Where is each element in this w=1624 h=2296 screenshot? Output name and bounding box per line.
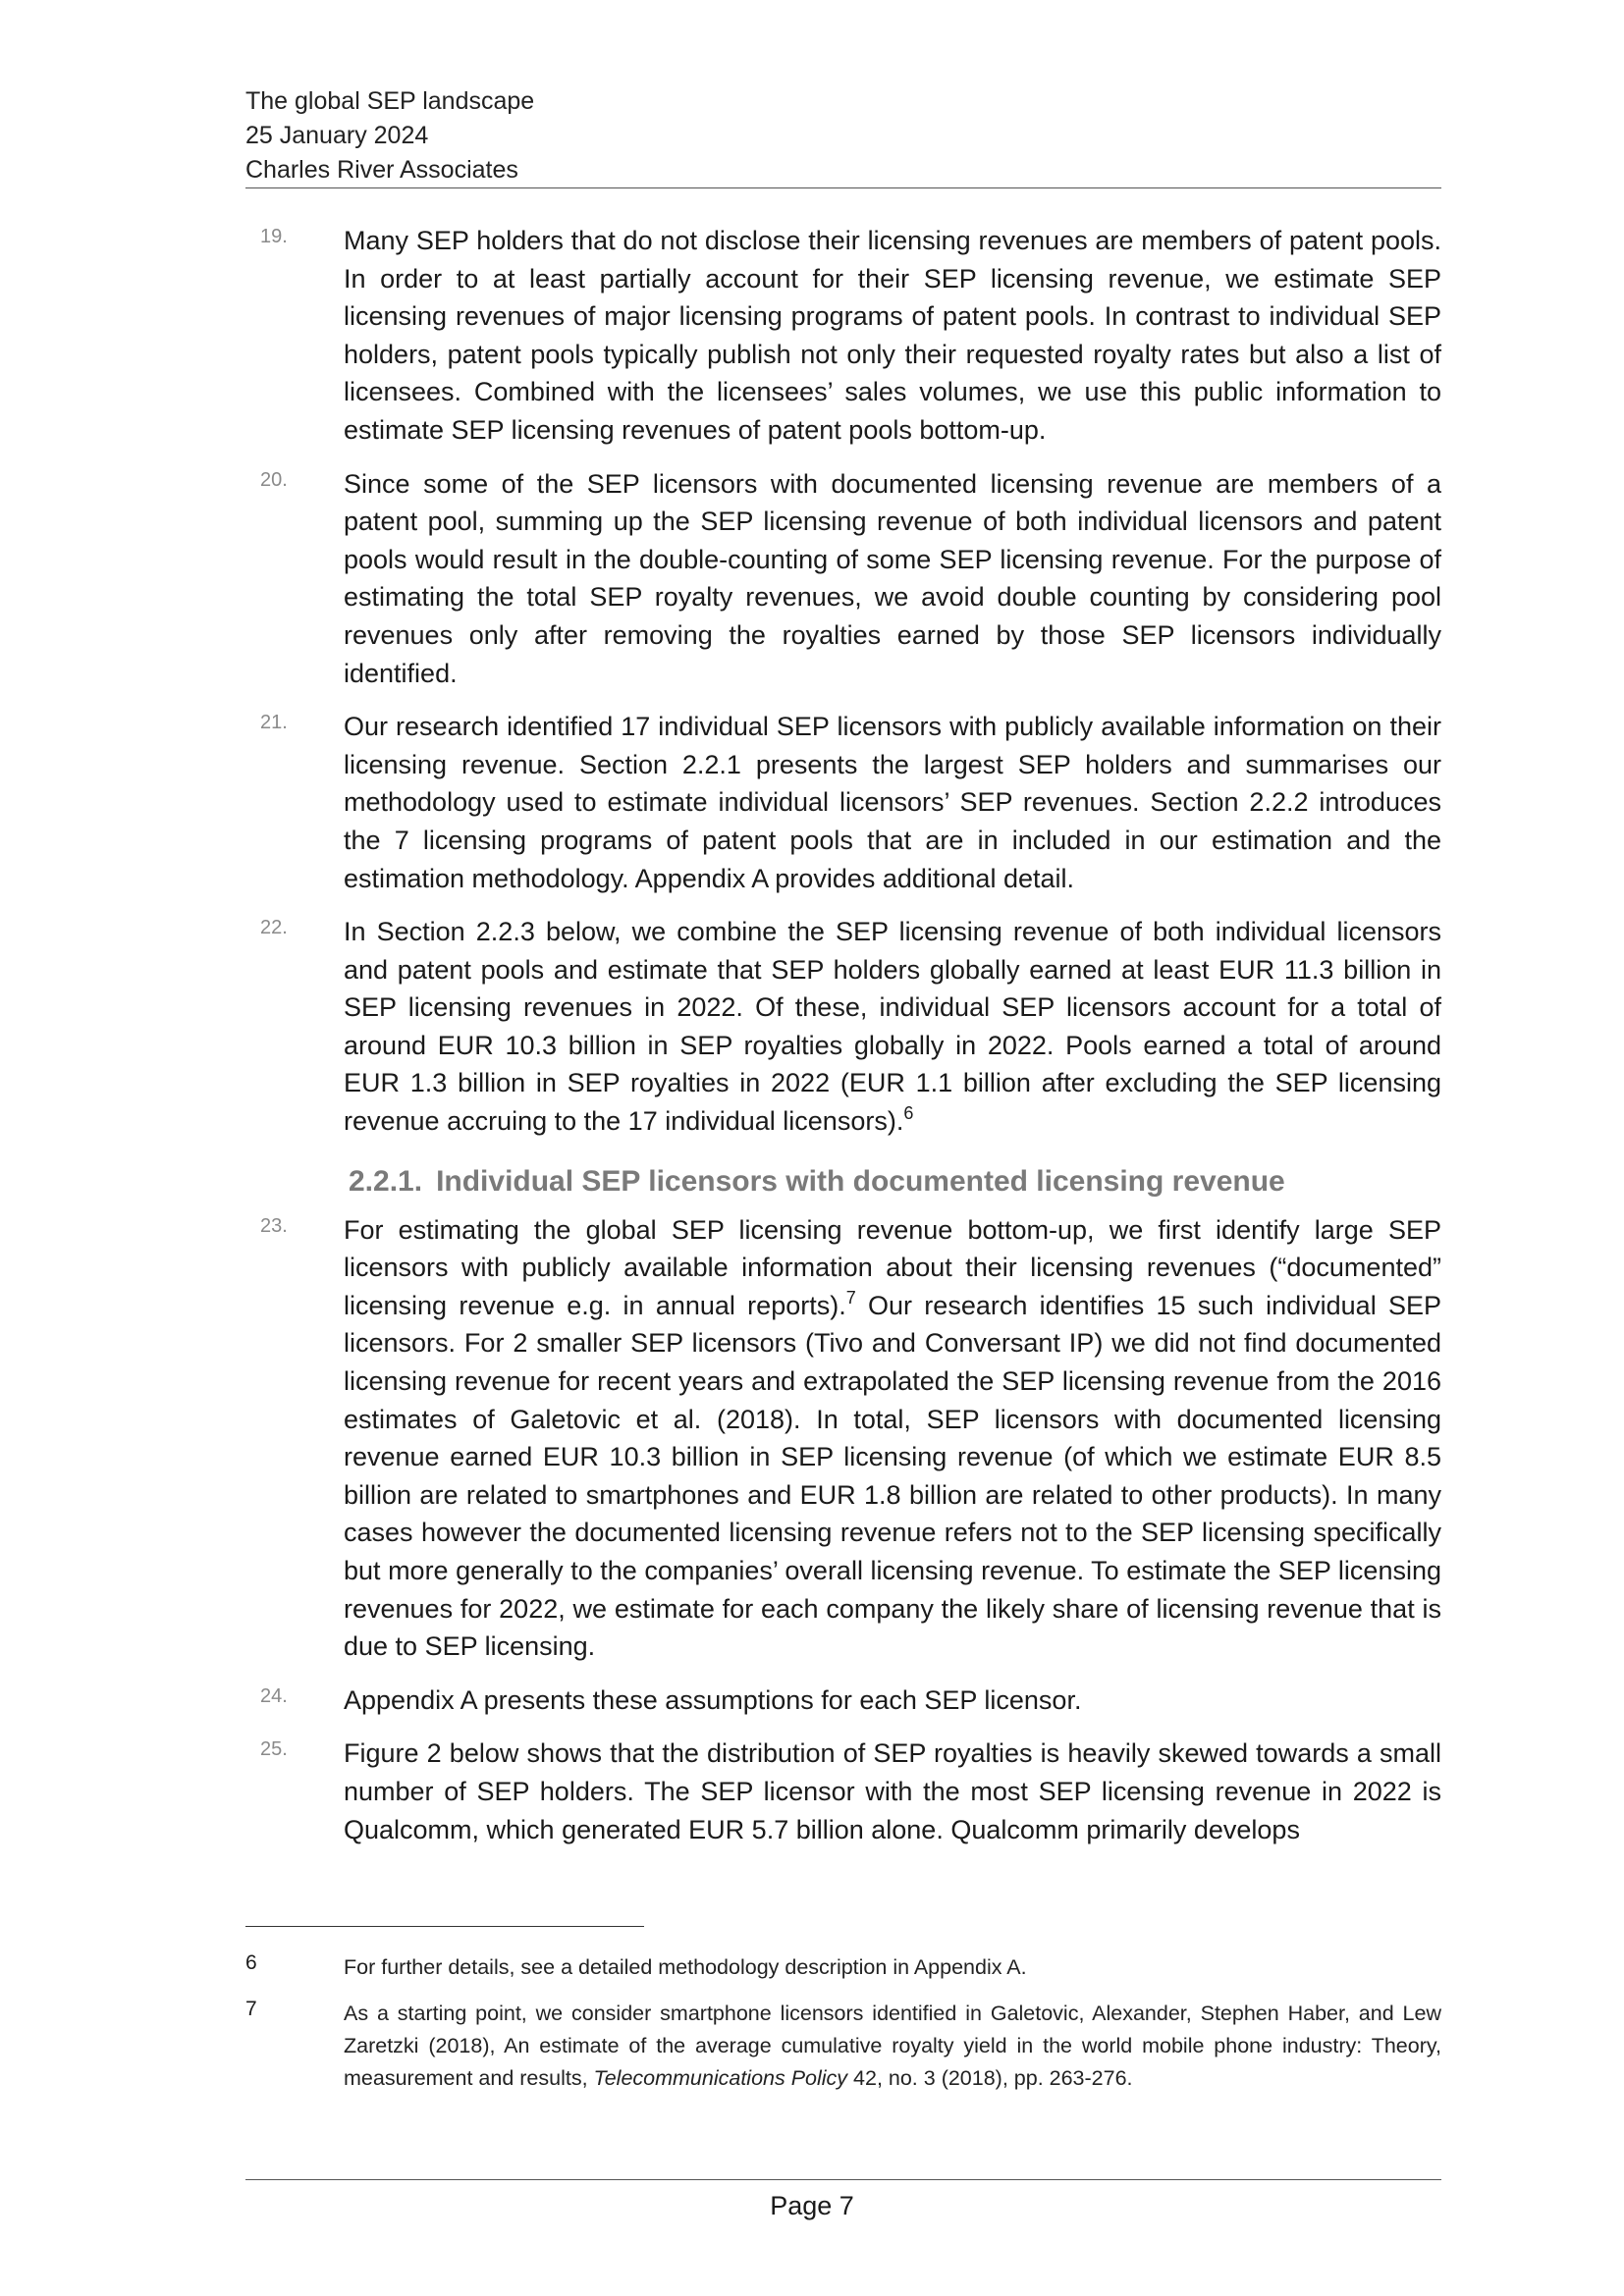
paragraph-number: 22. xyxy=(260,917,288,939)
paragraph-text-part-b: Our research identifies 15 such individual SEP licensors. For 2 smaller SEP licensors (Tivo and Conversant IP) we did not find documented licensing revenue for recent years and extrapolated the SEP licensing revenue from the 2016 estimates of Galetovic et al. (2018). In total, SEP licensors with documented licensing revenue earned EUR 10.3 billion in SEP licensing revenue (of which we estimate EUR 8.5 billion are related to smartphones and EUR 1.8 billion are related to other products). In many cases however the documented licensing revenue refers not to the SEP licensing specifically but more generally to the companies’ overall licensing revenue. To estimate the SEP licensing revenues for 2022, we estimate for each company the likely share of licensing revenue that is due to SEP licensing. xyxy=(344,1290,1442,1662)
journal-title: Telecommunications Policy xyxy=(593,2066,848,2090)
footer-divider xyxy=(245,2179,1441,2180)
footnote-reference-6[interactable]: 6 xyxy=(903,1103,914,1124)
footnote-text: For further details, see a detailed methodology description in Appendix A. xyxy=(344,1955,1027,1979)
header-divider xyxy=(245,187,1441,188)
header-date: 25 January 2024 xyxy=(245,122,429,149)
paragraph-24 xyxy=(245,1682,1441,1720)
paragraph-text xyxy=(344,913,1441,1141)
paragraph-number: 19. xyxy=(260,226,288,247)
paragraph-number: 23. xyxy=(260,1214,288,1237)
header-organization: Charles River Associates xyxy=(245,156,518,184)
paragraph-text: Appendix A presents these assumptions for each SEP licensor. xyxy=(344,1684,1082,1715)
paragraph-text: Since some of the SEP licensors with documented licensing revenue are members of a patent pool, summing up the SEP licensing revenue of both individual licensors and patent pools would result in the double-counting of some SEP licensing revenue. For the purpose of estimating the total SEP royalty revenues, we avoid double counting by considering pool revenues only after removing the royalties earned by those SEP licensors individually identified. xyxy=(344,468,1441,688)
paragraph-number: 24. xyxy=(260,1684,288,1707)
page-header xyxy=(245,84,1441,187)
document-body xyxy=(245,222,1441,1864)
paragraph-20 xyxy=(245,465,1441,693)
header-title: The global SEP landscape xyxy=(245,87,535,115)
paragraph-22 xyxy=(245,913,1441,1141)
footnote-7 xyxy=(245,1998,1441,2095)
paragraph-21 xyxy=(245,708,1441,897)
footnote-divider xyxy=(245,1926,644,1927)
footnote-text-part-b: 42, no. 3 (2018), pp. 263-276. xyxy=(847,2066,1133,2090)
section-heading xyxy=(245,1162,1441,1201)
paragraph-text: Figure 2 below shows that the distribution of SEP royalties is heavily skewed towards a small number of SEP holders. The SEP licensor with the most SEP licensing revenue in 2022 is Qualcomm, which generated EUR 5.7 billion alone. Qualcomm primarily develops xyxy=(344,1738,1441,1844)
section-number: 2.2.1. xyxy=(349,1164,423,1198)
paragraph-text xyxy=(344,1211,1441,1666)
paragraph-text-content: In Section 2.2.3 below, we combine the SEP licensing revenue of both individual licensors and patent pools and estimate that SEP holders globally earned at least EUR 11.3 billion in SEP licensing revenues in 2022. Of these, individual SEP licensors account for a total of around EUR 10.3 billion in SEP royalties globally in 2022. Pools earned a total of around EUR 1.3 billion in SEP royalties in 2022 (EUR 1.1 billion after excluding the SEP licensing revenue accruing to the 17 individual licensors). xyxy=(344,917,1441,1137)
footnote-number: 6 xyxy=(245,1951,257,1974)
paragraph-19 xyxy=(245,222,1441,450)
footnote-text xyxy=(344,1998,1441,2095)
footnote-text-part-a: As a starting point, we consider smartphone licensors identified in Galetovic, Alexander, Stephen Haber, and Lew Zaretzki (2018), An estimate of the average cumulative royalty yield in the world mobile phone industry: Theory, measurement and results, xyxy=(344,2002,1441,2090)
paragraph-23 xyxy=(245,1211,1441,1666)
footnote-6 xyxy=(245,1951,1441,1984)
paragraph-number: 21. xyxy=(260,712,288,734)
footnote-number: 7 xyxy=(245,1998,257,2020)
page-number: Page 7 xyxy=(770,2191,854,2220)
paragraph-number: 20. xyxy=(260,468,288,491)
paragraph-text: Our research identified 17 individual SEP licensors with publicly available information on their licensing revenue. Section 2.2.1 presents the largest SEP holders and summarises our methodology used to estimate individual licensors’ SEP revenues. Section 2.2.2 introduces the 7 licensing programs of patent pools that are in included in our estimation and the estimation methodology. Appendix A provides additional detail. xyxy=(344,712,1441,893)
footnotes xyxy=(245,1951,1441,2109)
section-title: Individual SEP licensors with documented licensing revenue xyxy=(436,1164,1285,1198)
footnote-reference-7[interactable]: 7 xyxy=(845,1287,856,1308)
paragraph-text-part-a: For estimating the global SEP licensing revenue bottom-up, we first identify large SEP licensors with publicly available information about their licensing revenues (“documented” licensing revenue e.g. in annual reports). xyxy=(344,1214,1441,1320)
paragraph-25 xyxy=(245,1735,1441,1848)
paragraph-text: Many SEP holders that do not disclose their licensing revenues are members of patent pools. In order to at least partially account for their SEP licensing revenue, we estimate SEP licensing revenues of major licensing programs of patent pools. In contrast to individual SEP holders, patent pools typically publish not only their requested royalty rates but also a list of licensees. Combined with the licensees’ sales volumes, we use this public information to estimate SEP licensing revenues of patent pools bottom-up. xyxy=(344,226,1441,445)
paragraph-number: 25. xyxy=(260,1738,288,1761)
